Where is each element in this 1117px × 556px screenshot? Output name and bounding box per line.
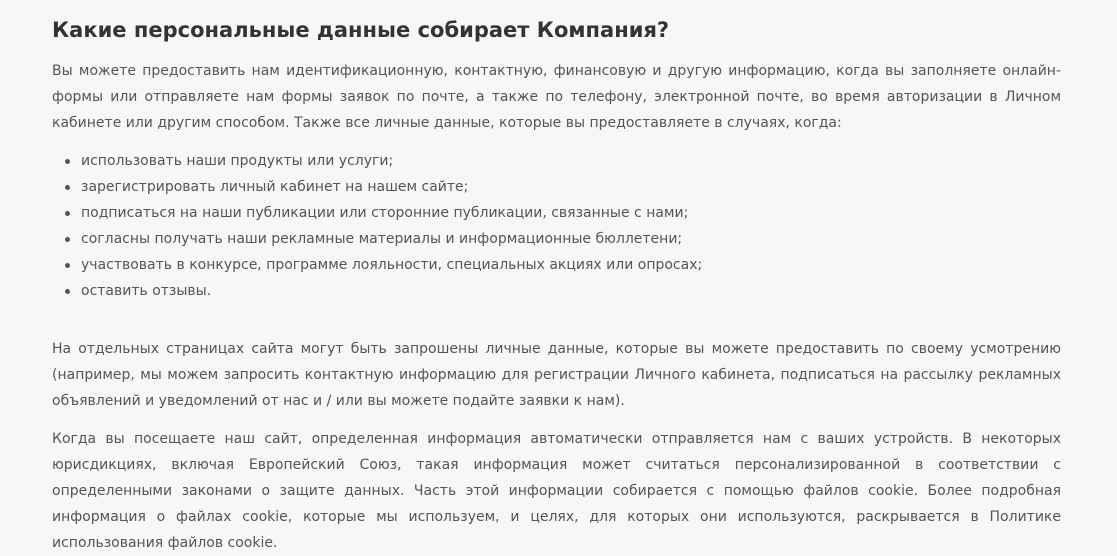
list-item: участвовать в конкурсе, программе лояльности, специальных акциях или опросах; [81, 252, 1061, 278]
privacy-section [52, 0, 1061, 556]
section-heading: Какие персональные данные собирает Компания? [52, 18, 670, 42]
list-item: оставить отзывы. [81, 278, 1061, 304]
list-item: согласны получать наши рекламные материалы и информационные бюллетени; [81, 226, 1061, 252]
visit-paragraph: Когда вы посещаете наш сайт, определенная информация автоматически отправляется нам с ваших устройств. В некоторых юрисдикциях, включая Европейский Союз, такая информация может считаться персонализированной в соответствии с определенными законами о защите данных. Часть этой информации собирается с помощью файлов cookie. Более подробная информация о файлах cookie, которые мы используем, и целях, для которых они используются, раскрывается в Политике использования файлов cookie. [52, 431, 1061, 551]
pages-paragraph: На отдельных страницах сайта могут быть запрошены личные данные, которые вы можете предоставить по своему усмотрению (например, мы можем запросить контактную информацию для регистрации Личного кабинета, подписаться на рассылку рекламных объявлений и уведомлений от нас и / или вы можете подайте заявки к нам). [52, 341, 1061, 409]
list-item: использовать наши продукты или услуги; [81, 148, 1061, 174]
cases-list [52, 148, 1061, 304]
list-item: зарегистрировать личный кабинет на нашем сайте; [81, 174, 1061, 200]
list-item: подписаться на наши публикации или сторонние публикации, связанные с нами; [81, 200, 1061, 226]
intro-paragraph: Вы можете предоставить нам идентификационную, контактную, финансовую и другую информацию, когда вы заполняете онлайн-формы или отправляете нам формы заявок по почте, а также по телефону, электронной почте, во время авторизации в Личном кабинете или другим способом. Также все личные данные, которые вы предоставляете в случаях, когда: [52, 63, 1061, 131]
